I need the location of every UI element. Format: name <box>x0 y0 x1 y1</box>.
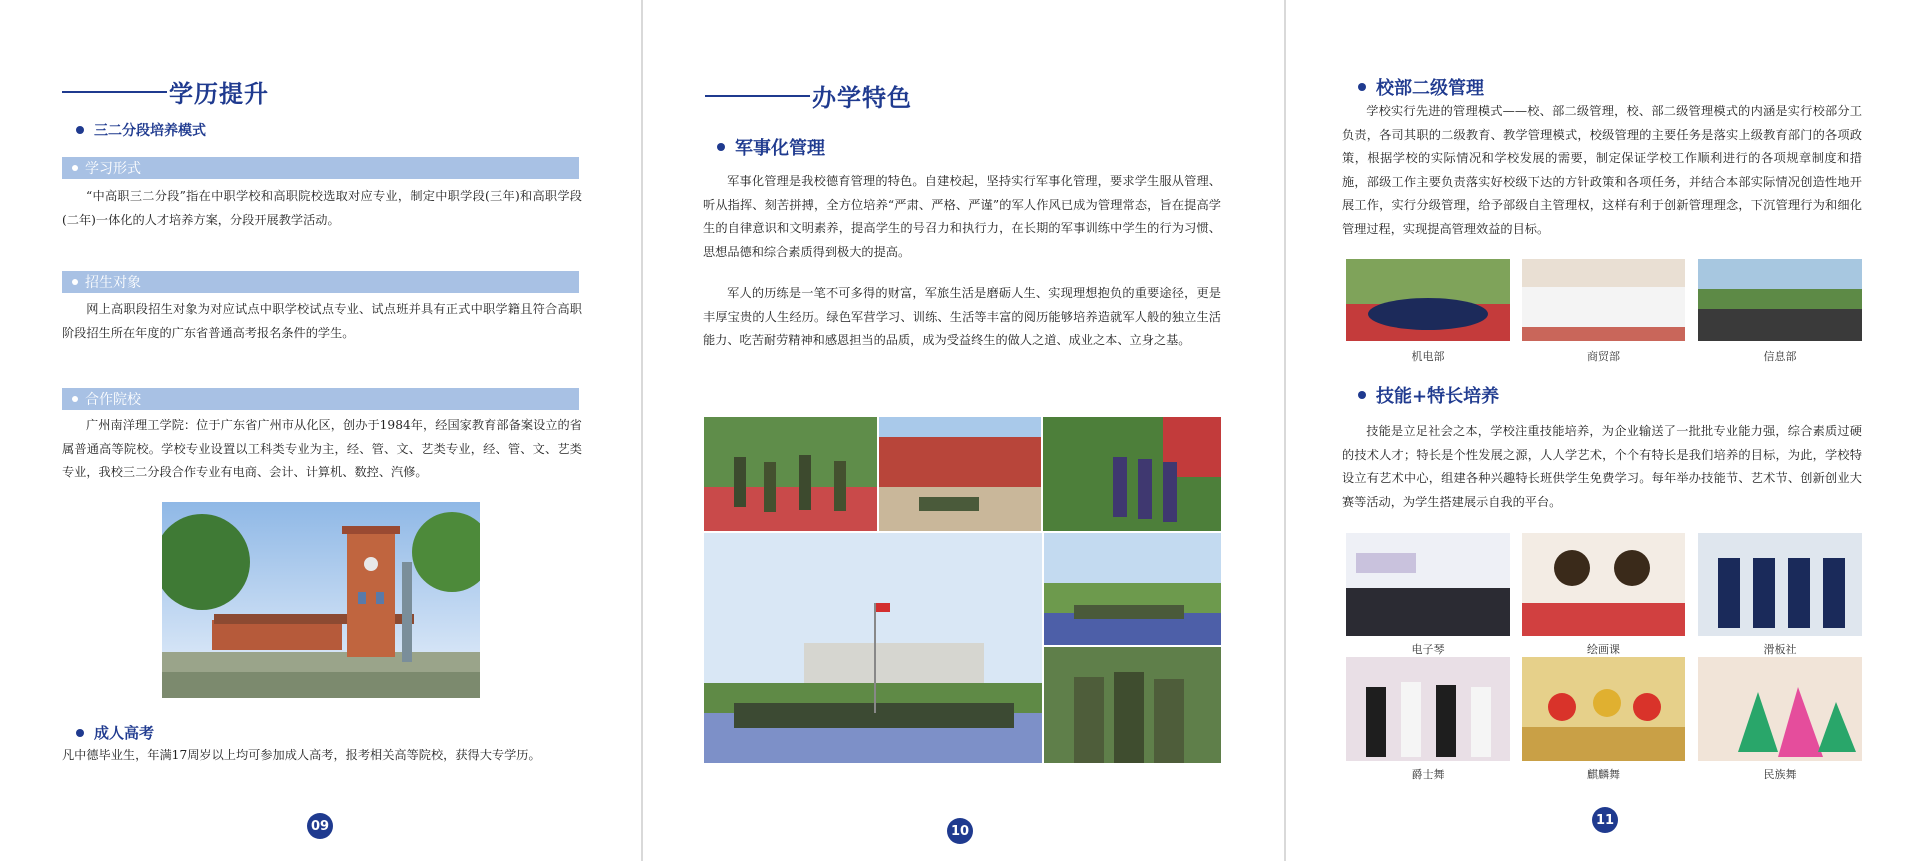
section-title-education <box>62 74 269 109</box>
campus-gate-photo <box>162 502 480 698</box>
title-text: 学历提升 <box>169 79 269 108</box>
bullet-dot-icon <box>76 729 84 737</box>
subhead-text: 技能+特长培养 <box>1376 386 1500 407</box>
military-photo-5 <box>1044 533 1221 645</box>
skill-photo-skateboard <box>1698 533 1862 636</box>
bullet-dot-icon <box>1358 391 1366 399</box>
dept-photo-information <box>1698 259 1862 341</box>
title-rule <box>62 91 167 93</box>
subhead-text: 校部二级管理 <box>1376 78 1484 99</box>
caption-mechatronics: 机电部 <box>1411 350 1445 363</box>
page-11 <box>1286 0 1920 861</box>
skill-photo-folk <box>1698 657 1862 761</box>
paragraph-two-level: 学校实行先进的管理模式——校、部二级管理，校、部二级管理模式的内涵是实行校部分工负责，各司其职的二级教育、教学管理模式，校级管理的主要任务是落实上级教育部门的各项政策，根据学校的实际情况和学校发展的需要，制定保证学校工作顺利进行的各项规章制度和措施，部级工作主要负责落实好校级下达的方针政策和各项任务，并结合本部实际情况创造性地开展工作，实行分级管理，给予部级自主管理权，这样有利于创新管理理念，下沉管理行为和细化管理过程，实现提高管理效益的目标。 <box>1342 104 1862 236</box>
bullet-dot-icon <box>76 126 84 134</box>
page-10 <box>643 0 1284 861</box>
dept-photo-commerce <box>1522 259 1685 341</box>
page-09 <box>0 0 641 861</box>
bar-dot-icon <box>72 396 78 402</box>
section-title-features <box>705 78 912 113</box>
caption-folk: 民族舞 <box>1763 768 1797 781</box>
page-number: 09 <box>307 813 333 839</box>
skill-photo-keyboard <box>1346 533 1510 636</box>
caption-jazz: 爵士舞 <box>1411 768 1445 781</box>
subhead-training-mode <box>76 120 206 140</box>
skill-photo-qilin <box>1522 657 1685 761</box>
dept-photo-mechatronics <box>1346 259 1510 341</box>
paragraph-military-1: 军事化管理是我校德育管理的特色。自建校起，坚持实行军事化管理，要求学生服从管理、听从指挥、刻苦拼搏，全方位培养“严肃、严格、严谨”的军人作风已成为管理常态，旨在提高学生的自律意识和文明素养，提高学生的号召力和执行力，在长期的军事训练中学生的行为习惯、思想品德和综合素质得到极大的提高。 <box>703 174 1221 259</box>
paragraph-skills: 技能是立足社会之本，学校注重技能培养，为企业输送了一批批专业能力强，综合素质过硬的技术人才；特长是个性发展之源，人人学艺术，个个有特长是我们培养的目标，为此，学校特设立有艺术中心，组建各种兴趣特长班供学生免费学习。每年举办技能节、艺术节、创新创业大赛等活动，为学生搭建展示自我的平台。 <box>1342 424 1862 509</box>
skill-photo-drawing <box>1522 533 1685 636</box>
bullet-dot-icon <box>1358 83 1366 91</box>
military-photo-2 <box>879 417 1041 531</box>
military-photo-3 <box>1043 417 1221 531</box>
paragraph-partner-school: 广州南洋理工学院：位于广东省广州市从化区，创办于1984年，经国家教育部备案设立的省属普通高等院校。学校专业设置以工科类专业为主，经、管、文、艺类专业，经、管、文、艺类专业，我校三二分段合作专业有电商、会计、计算机、数控、汽修。 <box>62 418 582 479</box>
bar-study-form <box>62 157 579 179</box>
caption-commerce: 商贸部 <box>1587 350 1620 363</box>
bar-partner-school <box>62 388 579 410</box>
subhead-text: 三二分段培养模式 <box>94 123 206 139</box>
bar-enroll-target <box>62 271 579 293</box>
caption-drawing: 绘画课 <box>1587 643 1620 656</box>
caption-information: 信息部 <box>1763 350 1797 363</box>
bar-label: 招生对象 <box>85 275 141 291</box>
page-number: 11 <box>1592 807 1618 833</box>
subhead-skills <box>1358 382 1499 408</box>
subhead-text: 成人高考 <box>94 724 155 742</box>
caption-qilin: 麒麟舞 <box>1587 768 1620 781</box>
caption-skateboard: 滑板社 <box>1763 643 1797 656</box>
subhead-military <box>717 134 825 160</box>
bullet-dot-icon <box>717 143 725 151</box>
military-photo-6 <box>1044 647 1221 763</box>
subhead-two-level <box>1358 74 1484 100</box>
bar-dot-icon <box>72 165 78 171</box>
subhead-text: 军事化管理 <box>735 138 825 159</box>
page-number: 10 <box>947 818 973 844</box>
bar-label: 合作院校 <box>85 392 141 408</box>
paragraph-adult-exam: 凡中德毕业生，年满17周岁以上均可参加成人高考，报考相关高等院校，获得大专学历。 <box>62 748 541 762</box>
subhead-adult-exam <box>76 722 154 743</box>
paragraph-study-form: “中高职三二分段”指在中职学校和高职院校选取对应专业，制定中职学段(三年)和高职学段(二年)一体化的人才培养方案，分段开展教学活动。 <box>62 189 582 227</box>
bar-label: 学习形式 <box>85 161 141 177</box>
military-photo-1 <box>704 417 877 531</box>
bar-dot-icon <box>72 279 78 285</box>
title-text: 办学特色 <box>812 83 912 112</box>
military-photo-4 <box>704 533 1042 763</box>
skill-photo-jazz <box>1346 657 1510 761</box>
caption-keyboard: 电子琴 <box>1411 643 1445 656</box>
paragraph-military-2: 军人的历练是一笔不可多得的财富，军旅生活是磨砺人生、实现理想抱负的重要途径，更是丰厚宝贵的人生经历。绿色军营学习、训练、生活等丰富的阅历能够培养造就军人般的独立生活能力、吃苦耐劳精神和感恩担当的品质，成为受益终生的做人之道、成业之本、立身之基。 <box>703 286 1221 347</box>
paragraph-enroll-target: 网上高职段招生对象为对应试点中职学校试点专业、试点班并具有正式中职学籍且符合高职阶段招生所在年度的广东省普通高考报名条件的学生。 <box>62 302 582 340</box>
title-rule <box>705 95 810 97</box>
